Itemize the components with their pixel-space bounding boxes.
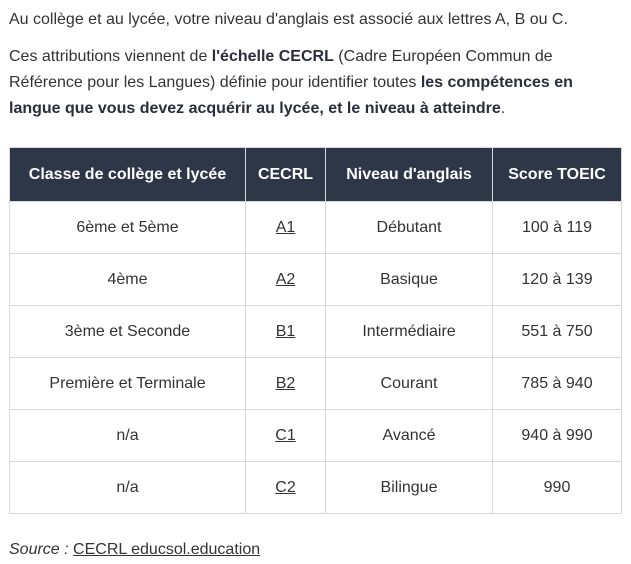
cecrl-link-a1[interactable]: A1 — [275, 218, 296, 236]
intro-paragraph: Au collège et au lycée, votre niveau d'anglais est associé aux lettres A, B ou C. — [9, 11, 568, 28]
cecrl-link-a2[interactable]: A2 — [275, 270, 296, 288]
cell-toeic: 100 à 119 — [493, 202, 622, 254]
cell-toeic: 990 — [493, 462, 622, 514]
source-line — [9, 537, 260, 563]
source-link[interactable]: CECRL educsol.education — [73, 541, 261, 558]
para2-bold-cecrl: l'échelle CECRL — [211, 48, 334, 65]
cecrl-levels-table — [9, 147, 622, 514]
para2-text-3: . — [500, 100, 506, 117]
cell-classe: n/a — [10, 462, 246, 514]
cell-cecrl — [246, 410, 326, 462]
table-row — [10, 462, 622, 514]
header-toeic: Score TOEIC — [493, 148, 622, 202]
source-label: Source : — [9, 541, 69, 558]
table-row — [10, 410, 622, 462]
cell-toeic: 940 à 990 — [493, 410, 622, 462]
header-classe: Classe de collège et lycée — [10, 148, 246, 202]
cecrl-link-c2[interactable]: C2 — [275, 478, 296, 496]
cell-niveau: Bilingue — [326, 462, 493, 514]
cecrl-link-b1[interactable]: B1 — [275, 322, 296, 340]
cell-cecrl — [246, 358, 326, 410]
table-row — [10, 202, 622, 254]
cell-cecrl — [246, 202, 326, 254]
cell-cecrl — [246, 254, 326, 306]
header-niveau: Niveau d'anglais — [326, 148, 493, 202]
cell-toeic: 120 à 139 — [493, 254, 622, 306]
cell-classe: Première et Terminale — [10, 358, 246, 410]
cecrl-link-c1[interactable]: C1 — [275, 426, 296, 444]
table-row — [10, 358, 622, 410]
cell-niveau: Courant — [326, 358, 493, 410]
cecrl-description-paragraph — [9, 44, 621, 122]
cell-classe: n/a — [10, 410, 246, 462]
cell-toeic: 785 à 940 — [493, 358, 622, 410]
cell-cecrl — [246, 462, 326, 514]
table-row — [10, 306, 622, 358]
cell-niveau: Débutant — [326, 202, 493, 254]
cell-toeic: 551 à 750 — [493, 306, 622, 358]
cell-classe: 6ème et 5ème — [10, 202, 246, 254]
cell-cecrl — [246, 306, 326, 358]
cell-classe: 3ème et Seconde — [10, 306, 246, 358]
cell-niveau: Intermédiaire — [326, 306, 493, 358]
para2-bold-competences: les compétences en langue que vous devez acquérir au lycée, et le niveau à atteindre — [9, 74, 573, 117]
para2-text-2: (Cadre Européen Commun de Référence pour les Langues) définie pour identifier toutes — [9, 48, 553, 91]
cell-classe: 4ème — [10, 254, 246, 306]
cell-niveau: Basique — [326, 254, 493, 306]
table-row — [10, 254, 622, 306]
cell-niveau: Avancé — [326, 410, 493, 462]
table-header-row — [10, 148, 622, 202]
header-cecrl: CECRL — [246, 148, 326, 202]
cecrl-link-b2[interactable]: B2 — [275, 374, 296, 392]
para2-text-1: Ces attributions viennent de — [9, 48, 212, 65]
